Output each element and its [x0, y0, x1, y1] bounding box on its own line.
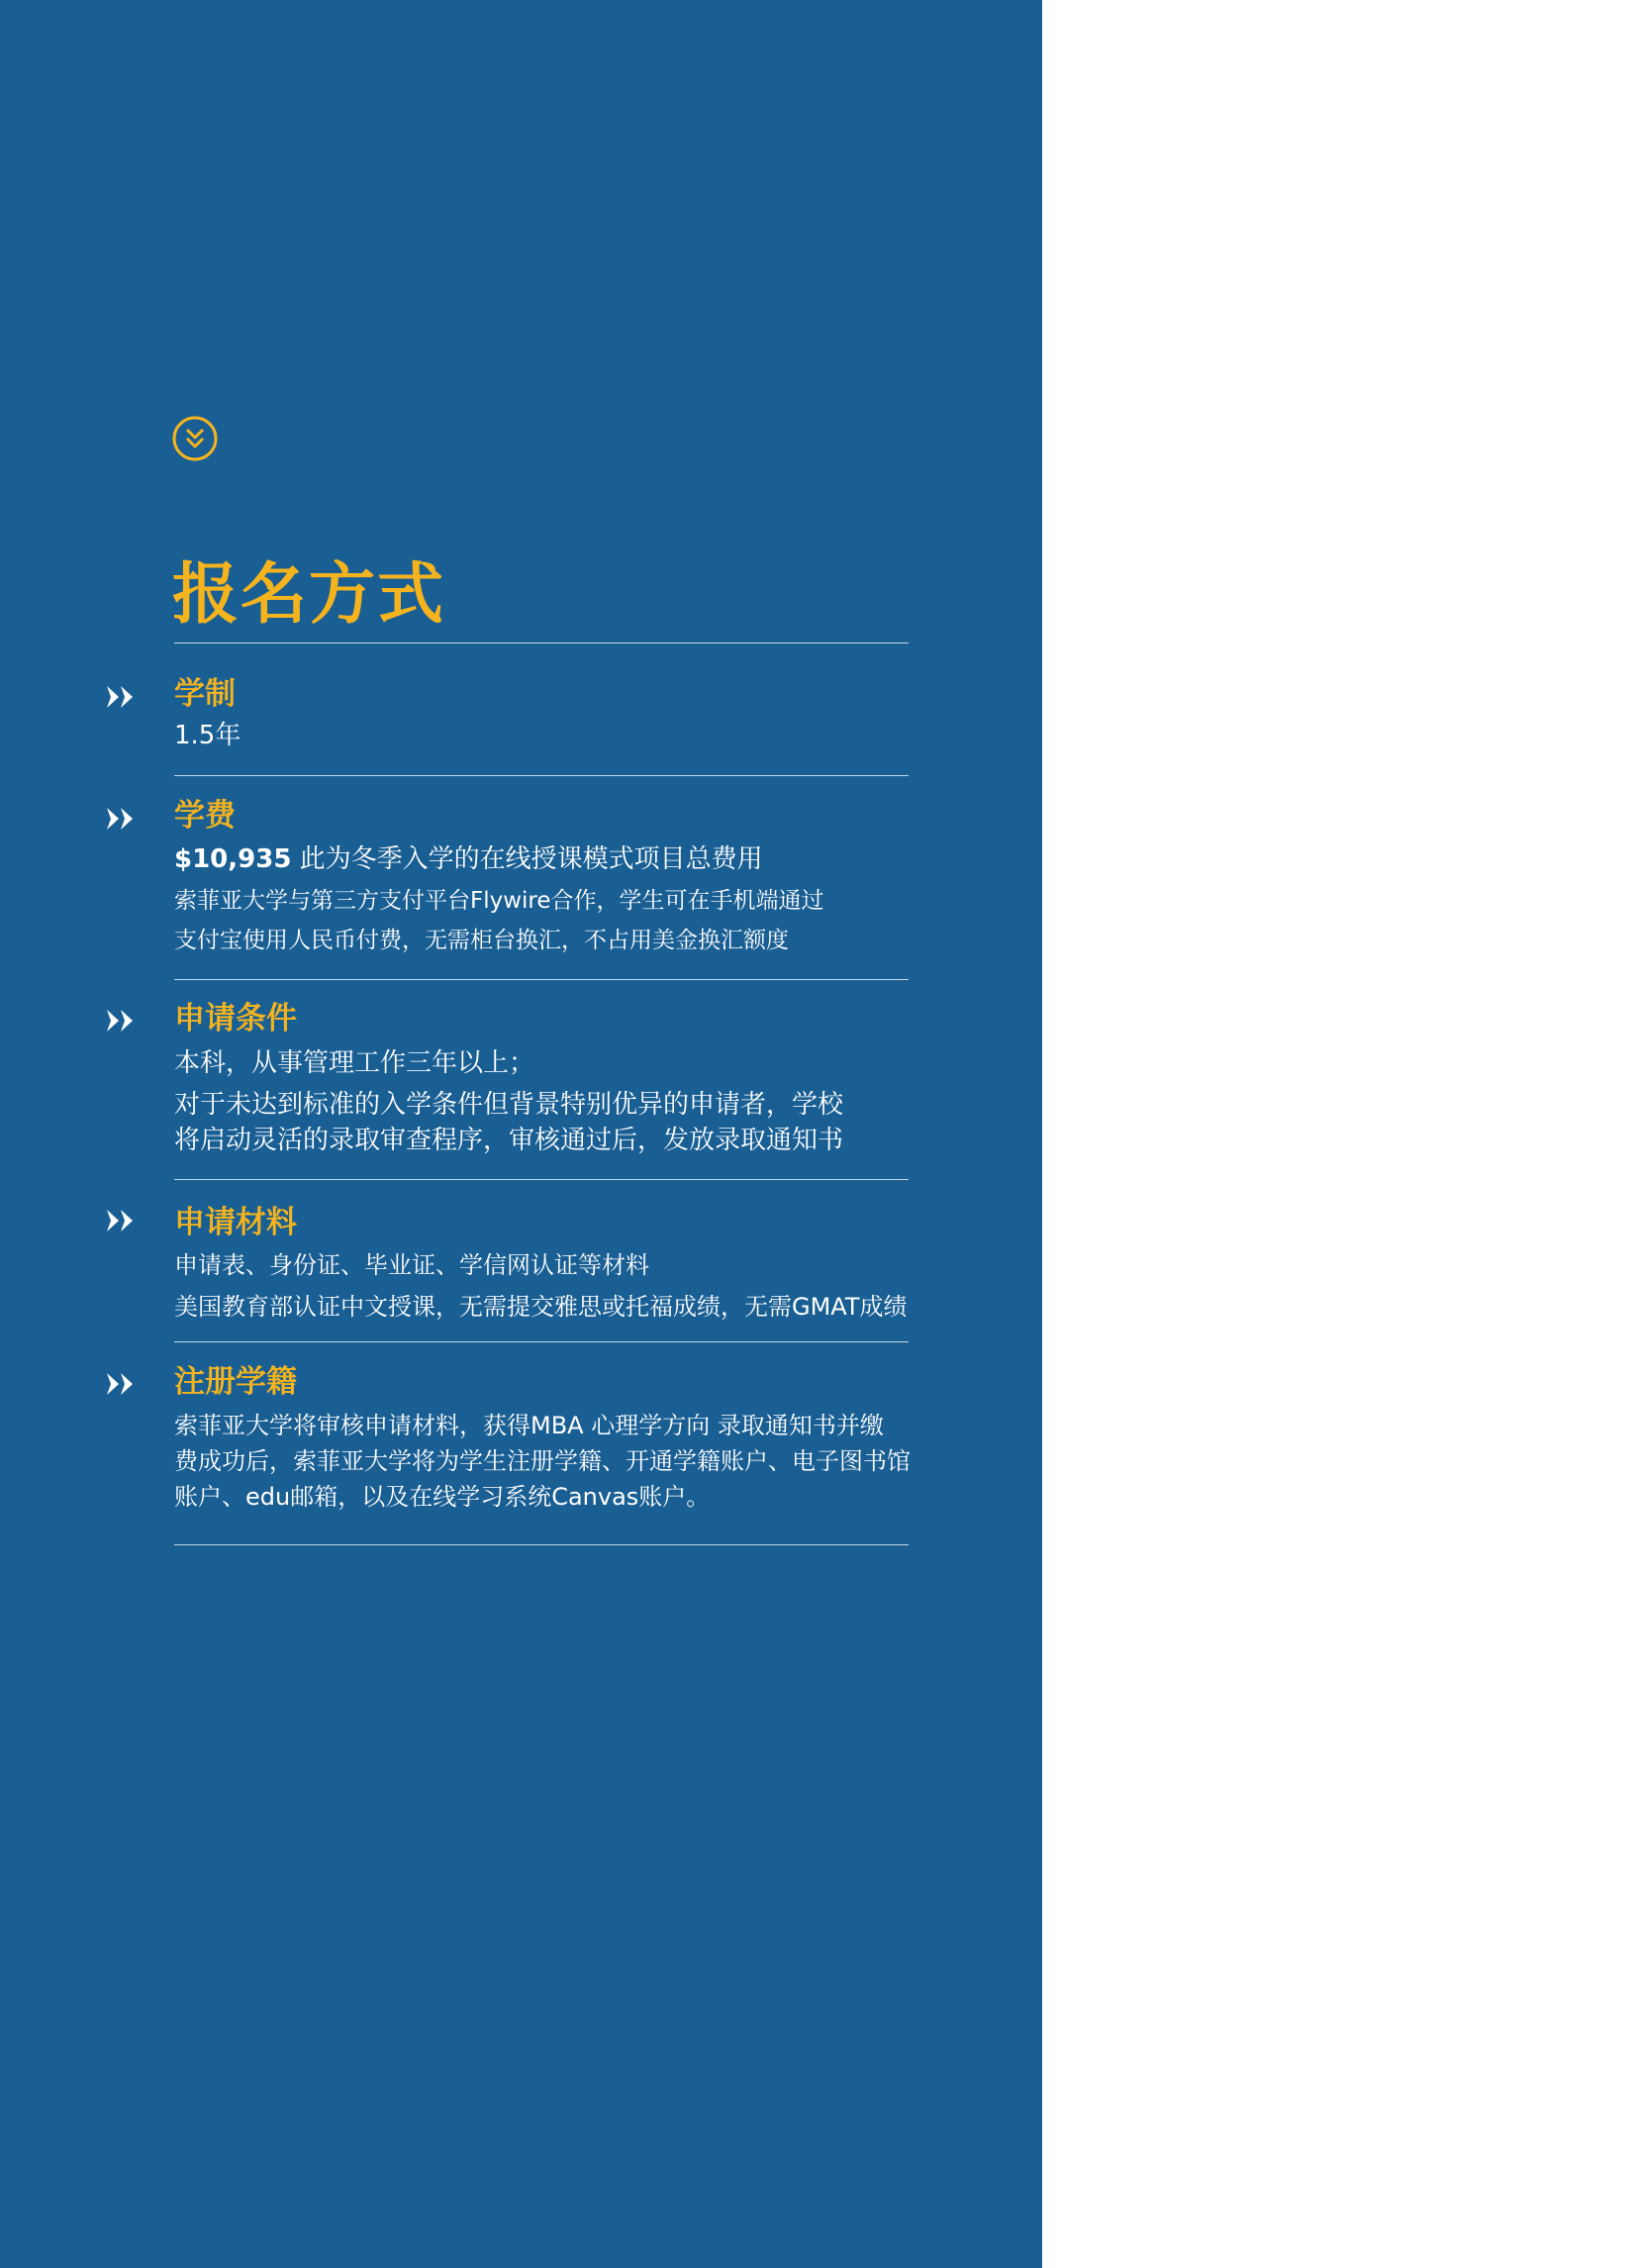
divider [174, 979, 909, 980]
tuition-payment-line-1: 索菲亚大学与第三方支付平台Flywire合作，学生可在手机端通过 [174, 888, 824, 914]
divider [174, 1341, 909, 1342]
tuition-price-line [174, 841, 763, 877]
tuition-price-note: 此为冬季入学的在线授课模式项目总费用 [291, 844, 763, 874]
materials-line-1: 申请表、身份证、毕业证、学信网认证等材料 [174, 1251, 649, 1279]
section-heading-tuition: 学费 [174, 798, 236, 834]
registration-line-3: 账户、edu邮箱，以及在线学习系统Canvas账户。 [174, 1483, 711, 1511]
double-chevron-right-icon [105, 684, 139, 710]
requirements-line-1: 本科，从事管理工作三年以上； [174, 1048, 535, 1078]
duration-value: 1.5年 [174, 721, 241, 750]
section-heading-duration: 学制 [174, 676, 236, 712]
materials-line-2: 美国教育部认证中文授课，无需提交雅思或托福成绩，无需GMAT成绩 [174, 1293, 908, 1321]
section-heading-requirements: 申请条件 [174, 1001, 297, 1036]
double-chevron-right-icon [105, 1008, 139, 1034]
registration-line-2: 费成功后，索菲亚大学将为学生注册学籍、开通学籍账户、电子图书馆 [174, 1447, 911, 1475]
divider [174, 775, 909, 776]
page-title: 报名方式 [172, 555, 445, 633]
double-chevron-down-circle-icon [172, 416, 218, 461]
registration-line-1: 索菲亚大学将审核申请材料，获得MBA 心理学方向 录取通知书并缴 [174, 1412, 884, 1439]
tuition-price: $10,935 [174, 844, 292, 874]
section-heading-materials: 申请材料 [174, 1205, 297, 1240]
tuition-payment-line-2: 支付宝使用人民币付费，无需柜台换汇，不占用美金换汇额度 [174, 928, 789, 953]
double-chevron-right-icon [105, 1371, 139, 1397]
divider [174, 642, 909, 643]
double-chevron-right-icon [105, 1208, 139, 1233]
divider [174, 1544, 909, 1545]
double-chevron-right-icon [105, 806, 139, 832]
section-heading-registration: 注册学籍 [174, 1364, 297, 1400]
requirements-line-3: 将启动灵活的录取审查程序，审核通过后，发放录取通知书 [174, 1126, 844, 1155]
requirements-line-2: 对于未达到标准的入学条件但背景特别优异的申请者，学校 [174, 1090, 844, 1120]
divider [174, 1179, 909, 1180]
